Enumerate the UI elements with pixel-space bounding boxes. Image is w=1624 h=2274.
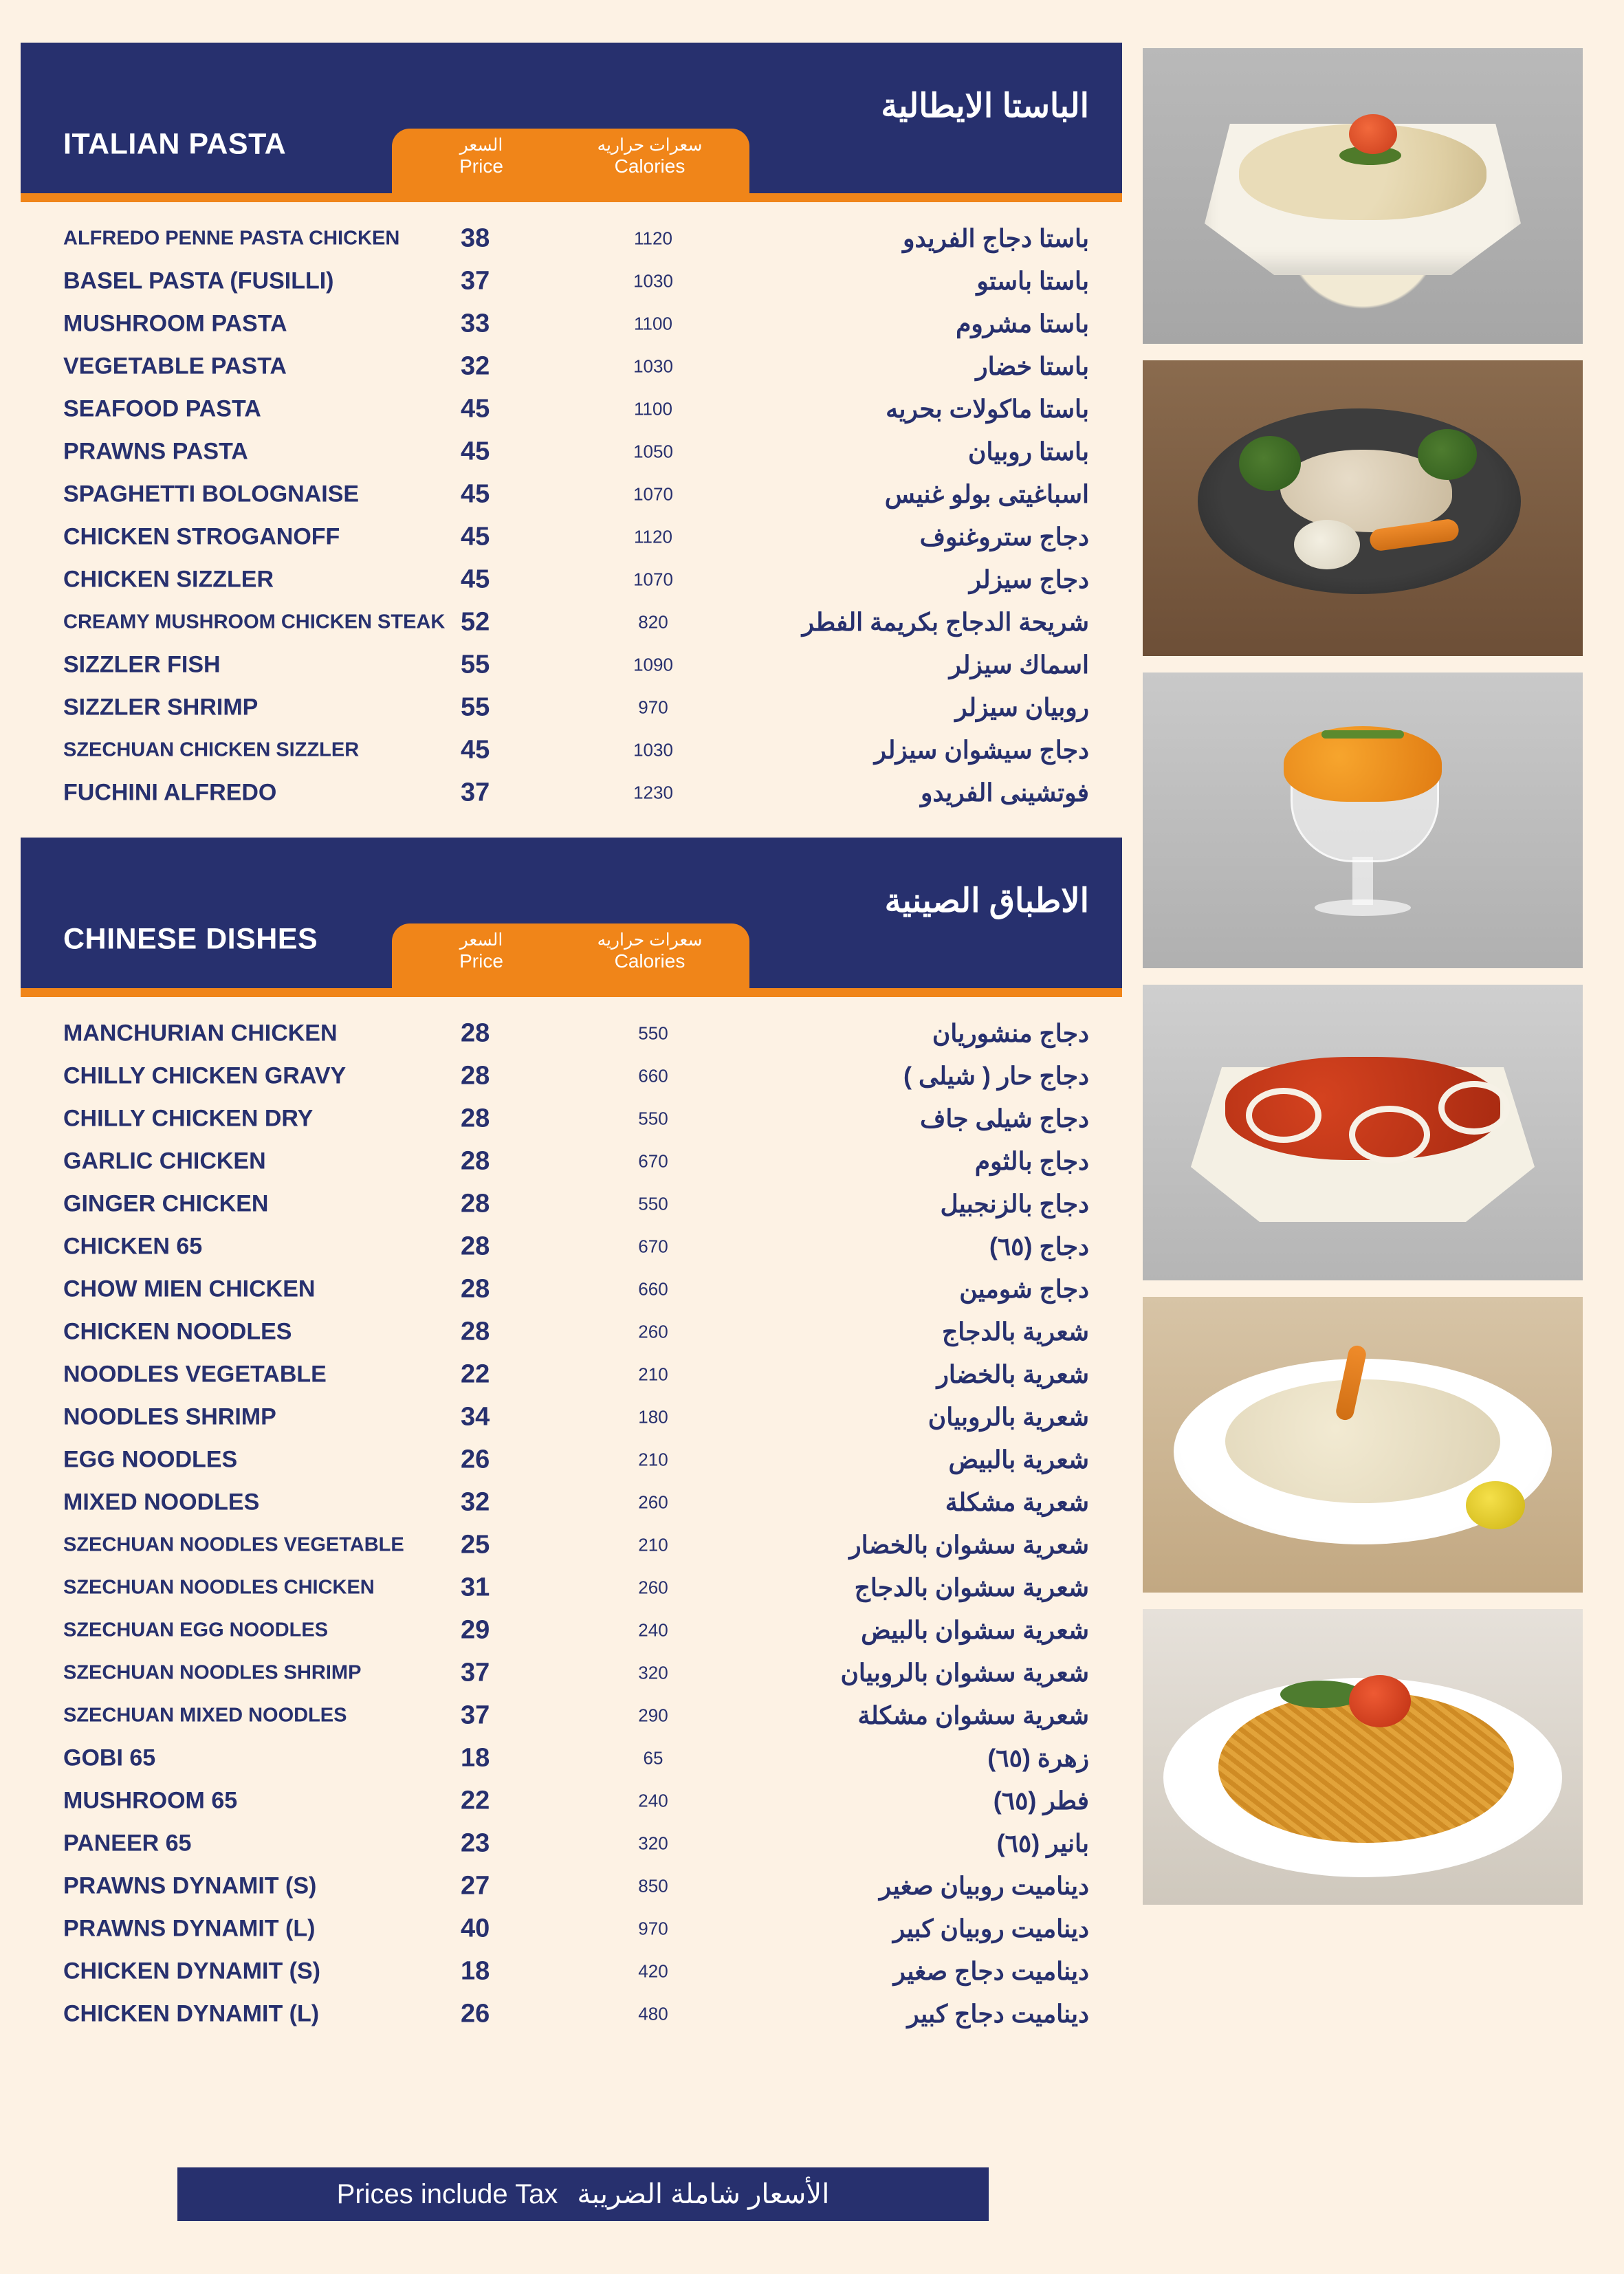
menu-item-row xyxy=(21,1566,1122,1609)
fried-rice-plate-photo xyxy=(1143,1297,1583,1593)
menu-item-row xyxy=(21,1737,1122,1780)
item-calories: 1120 xyxy=(634,526,672,547)
item-name-english: GOBI 65 xyxy=(63,1745,156,1771)
section-italian-pasta xyxy=(21,43,1122,814)
creamy-alfredo-pasta-photo xyxy=(1143,48,1583,344)
item-name-english: SZECHUAN NOODLES SHRIMP xyxy=(63,1661,362,1684)
item-name-english: NOODLES VEGETABLE xyxy=(63,1361,327,1388)
item-name-english: CHICKEN SIZZLER xyxy=(63,566,274,593)
item-name-english: CHICKEN DYNAMIT (L) xyxy=(63,2000,320,2027)
item-calories: 180 xyxy=(638,1406,668,1428)
menu-item-row xyxy=(21,601,1122,644)
item-name-arabic: دجاج ستروغنوف xyxy=(919,523,1089,551)
tomato-rose-shape xyxy=(1349,1675,1411,1727)
calories-header-english: Calories xyxy=(614,950,685,972)
cauliflower-shape xyxy=(1294,520,1360,569)
item-name-arabic: دجاج (٦٥) xyxy=(989,1232,1089,1260)
column-header-tab xyxy=(392,129,749,193)
menu-column xyxy=(21,43,1122,2059)
item-calories: 1090 xyxy=(633,654,673,675)
item-name-arabic: فوتشينى الفريدو xyxy=(920,778,1089,807)
item-price: 31 xyxy=(461,1573,490,1602)
item-price: 55 xyxy=(461,650,490,679)
item-price: 45 xyxy=(461,394,490,424)
item-price: 28 xyxy=(461,1189,490,1218)
item-calories: 260 xyxy=(638,1321,668,1342)
item-name-arabic: شعرية سشوان بالدجاج xyxy=(854,1573,1089,1601)
item-name-english: MANCHURIAN CHICKEN xyxy=(63,1020,338,1047)
item-name-english: CHICKEN DYNAMIT (S) xyxy=(63,1958,320,1985)
item-name-arabic: باستا باستو xyxy=(976,267,1089,295)
item-price: 28 xyxy=(461,1061,490,1091)
price-column-header xyxy=(413,930,550,972)
menu-item-row xyxy=(21,644,1122,686)
item-calories: 480 xyxy=(638,2003,668,2024)
item-name-arabic: دجاج سيزلر xyxy=(969,565,1089,593)
item-price: 22 xyxy=(461,1786,490,1815)
section-chinese-dishes xyxy=(21,838,1122,2035)
menu-item-row xyxy=(21,1524,1122,1566)
item-name-arabic: فطر (٦٥) xyxy=(993,1786,1089,1815)
item-name-english: CREAMY MUSHROOM CHICKEN STEAK xyxy=(63,611,446,633)
fried-rice-shape xyxy=(1225,1379,1500,1503)
item-calories: 550 xyxy=(638,1023,668,1044)
item-calories: 1030 xyxy=(633,270,673,292)
menu-item-row xyxy=(21,1439,1122,1481)
item-name-english: GARLIC CHICKEN xyxy=(63,1148,266,1174)
item-name-arabic: باستا روبيان xyxy=(967,437,1089,466)
item-name-arabic: دجاج سيشوان سيزلر xyxy=(874,736,1089,764)
item-name-arabic: ديناميت دجاج كبير xyxy=(907,2000,1089,2028)
item-price: 37 xyxy=(461,778,490,807)
item-name-english: SEAFOOD PASTA xyxy=(63,395,261,422)
item-name-arabic: شعرية بالدجاج xyxy=(941,1318,1089,1346)
menu-item-row xyxy=(21,345,1122,388)
menu-item-row xyxy=(21,1822,1122,1865)
calories-header-english: Calories xyxy=(614,155,685,177)
menu-item-row xyxy=(21,729,1122,772)
item-name-english: NOODLES SHRIMP xyxy=(63,1403,276,1430)
item-name-arabic: دجاج بالثوم xyxy=(974,1147,1089,1175)
item-calories: 320 xyxy=(638,1662,668,1683)
broccoli-shape xyxy=(1239,436,1301,491)
item-name-arabic: دجاج شومين xyxy=(959,1275,1089,1303)
item-calories: 210 xyxy=(638,1449,668,1470)
menu-item-row xyxy=(21,1140,1122,1183)
tax-notice-arabic: الأسعار شاملة الضريبة xyxy=(577,2179,830,2209)
item-calories: 1100 xyxy=(634,313,672,334)
item-name-arabic: ديناميت دجاج صغير xyxy=(893,1957,1089,1985)
menu-item-row xyxy=(21,1780,1122,1822)
item-name-arabic: بانير (٦٥) xyxy=(996,1829,1089,1857)
item-price: 45 xyxy=(461,565,490,594)
tax-notice-bar xyxy=(177,2167,989,2221)
item-name-english: PANEER 65 xyxy=(63,1830,192,1857)
item-calories: 670 xyxy=(638,1236,668,1257)
glass-stem-shape xyxy=(1352,857,1373,905)
item-name-english: CHILLY CHICKEN GRAVY xyxy=(63,1062,347,1089)
item-name-arabic: باستا مشروم xyxy=(956,309,1089,338)
item-price: 45 xyxy=(461,479,490,509)
item-name-arabic: باستا دجاج الفريدو xyxy=(903,224,1089,252)
item-name-english: CHILLY CHICKEN DRY xyxy=(63,1105,314,1132)
item-name-arabic: شعرية سشوان مشكلة xyxy=(857,1701,1089,1729)
item-name-english: CHOW MIEN CHICKEN xyxy=(63,1276,316,1302)
menu-item-list xyxy=(21,997,1122,2035)
item-calories: 240 xyxy=(638,1790,668,1811)
item-name-arabic: دجاج شيلى جاف xyxy=(920,1104,1089,1133)
item-price: 55 xyxy=(461,692,490,722)
column-header-tab xyxy=(392,923,749,988)
menu-item-row xyxy=(21,1993,1122,2035)
menu-item-row xyxy=(21,1481,1122,1524)
item-calories: 1070 xyxy=(633,569,673,590)
item-calories: 260 xyxy=(638,1577,668,1598)
item-name-english: PRAWNS PASTA xyxy=(63,438,248,465)
item-price: 27 xyxy=(461,1871,490,1901)
noodles-shrimp-plate-photo xyxy=(1143,1609,1583,1905)
item-name-english: SIZZLER SHRIMP xyxy=(63,694,259,721)
item-price: 37 xyxy=(461,1658,490,1687)
item-price: 32 xyxy=(461,351,490,381)
section-title-english: ITALIAN PASTA xyxy=(63,127,287,161)
item-name-arabic: شعرية سشوان بالخضار xyxy=(849,1531,1089,1559)
menu-item-row xyxy=(21,430,1122,473)
item-price: 18 xyxy=(461,1956,490,1986)
item-price: 37 xyxy=(461,1701,490,1730)
item-name-english: MIXED NOODLES xyxy=(63,1489,260,1516)
item-price: 29 xyxy=(461,1615,490,1645)
item-calories: 670 xyxy=(638,1150,668,1172)
item-name-arabic: ديناميت روبيان كبير xyxy=(892,1914,1089,1943)
photo-column xyxy=(1143,48,1583,1921)
price-column-header xyxy=(413,135,550,177)
price-header-english: Price xyxy=(459,155,503,177)
onion-ring-shape xyxy=(1349,1106,1430,1163)
item-name-arabic: باستا ماكولات بحريه xyxy=(886,395,1089,423)
item-name-english: SPAGHETTI BOLOGNAISE xyxy=(63,481,360,507)
menu-item-row xyxy=(21,303,1122,345)
item-price: 34 xyxy=(461,1402,490,1432)
item-calories: 970 xyxy=(638,1918,668,1939)
item-name-english: SZECHUAN NOODLES CHICKEN xyxy=(63,1576,375,1599)
item-calories: 550 xyxy=(638,1108,668,1129)
sizzler-steak-vegetables-photo xyxy=(1143,360,1583,656)
price-header-arabic: السعر xyxy=(459,135,503,155)
menu-item-row xyxy=(21,1694,1122,1737)
item-name-english: SIZZLER FISH xyxy=(63,651,221,678)
item-name-english: VEGETABLE PASTA xyxy=(63,353,287,380)
item-name-english: MUSHROOM 65 xyxy=(63,1787,238,1814)
item-price: 28 xyxy=(461,1018,490,1048)
item-calories: 820 xyxy=(638,611,668,633)
item-calories: 65 xyxy=(643,1747,663,1769)
menu-item-row xyxy=(21,1183,1122,1225)
item-calories: 420 xyxy=(638,1960,668,1982)
dynamite-shrimp-glass-photo xyxy=(1143,673,1583,968)
item-name-arabic: شعرية سشوان بالبيض xyxy=(861,1616,1089,1644)
item-calories: 320 xyxy=(638,1833,668,1854)
item-price: 45 xyxy=(461,522,490,551)
item-name-english: SZECHUAN NOODLES VEGETABLE xyxy=(63,1533,404,1556)
section-title-arabic: الباستا الايطالية xyxy=(881,88,1089,124)
item-calories: 260 xyxy=(638,1491,668,1513)
item-name-arabic: شعرية بالروبيان xyxy=(928,1403,1089,1431)
item-price: 38 xyxy=(461,223,490,253)
onion-ring-shape xyxy=(1246,1088,1321,1143)
menu-item-row xyxy=(21,217,1122,260)
item-calories: 1030 xyxy=(633,739,673,761)
item-price: 33 xyxy=(461,309,490,338)
item-name-english: MUSHROOM PASTA xyxy=(63,310,287,337)
item-price: 45 xyxy=(461,437,490,466)
item-calories: 210 xyxy=(638,1364,668,1385)
item-price: 23 xyxy=(461,1828,490,1858)
price-header-arabic: السعر xyxy=(459,930,503,950)
item-price: 52 xyxy=(461,607,490,637)
menu-item-row xyxy=(21,1311,1122,1353)
item-price: 26 xyxy=(461,1445,490,1474)
item-calories: 1230 xyxy=(633,782,673,803)
item-calories: 660 xyxy=(638,1278,668,1300)
item-price: 26 xyxy=(461,1999,490,2029)
calories-header-arabic: سعرات حراريه xyxy=(597,930,703,950)
header-orange-rule xyxy=(21,193,1122,202)
menu-item-row xyxy=(21,1012,1122,1055)
section-header xyxy=(21,838,1122,997)
menu-item-row xyxy=(21,1609,1122,1652)
item-price: 28 xyxy=(461,1317,490,1346)
item-name-arabic: دجاج منشوريان xyxy=(932,1019,1089,1047)
item-price: 28 xyxy=(461,1104,490,1133)
item-calories: 240 xyxy=(638,1619,668,1641)
item-name-english: SZECHUAN EGG NOODLES xyxy=(63,1619,329,1641)
item-name-arabic: دجاج حار ( شيلى ) xyxy=(903,1062,1089,1090)
calories-column-header xyxy=(564,930,736,972)
menu-item-row xyxy=(21,1097,1122,1140)
menu-item-list xyxy=(21,202,1122,814)
item-calories: 290 xyxy=(638,1705,668,1726)
item-price: 45 xyxy=(461,735,490,765)
menu-item-row xyxy=(21,1353,1122,1396)
item-name-english: GINGER CHICKEN xyxy=(63,1190,269,1217)
menu-item-row xyxy=(21,686,1122,729)
item-price: 22 xyxy=(461,1359,490,1389)
menu-item-row xyxy=(21,1055,1122,1097)
item-name-english: BASEL PASTA (FUSILLI) xyxy=(63,267,334,294)
item-name-english: SZECHUAN MIXED NOODLES xyxy=(63,1704,347,1727)
item-name-arabic: شعرية بالبيض xyxy=(948,1445,1089,1474)
item-price: 18 xyxy=(461,1743,490,1773)
menu-item-row xyxy=(21,388,1122,430)
lemon-wedge-shape xyxy=(1466,1481,1525,1529)
section-header xyxy=(21,43,1122,202)
item-name-arabic: روبيان سيزلر xyxy=(955,693,1089,721)
item-name-english: CHICKEN STROGANOFF xyxy=(63,523,340,550)
section-title-arabic: الاطباق الصينية xyxy=(884,883,1089,919)
item-price: 40 xyxy=(461,1914,490,1943)
item-calories: 1050 xyxy=(633,441,673,462)
tax-notice-english: Prices include Tax xyxy=(336,2178,558,2209)
item-price: 28 xyxy=(461,1232,490,1261)
item-name-arabic: شريحة الدجاج بكريمة الفطر xyxy=(802,608,1089,636)
item-name-arabic: اسباغيتى بولو غنيس xyxy=(884,480,1089,508)
item-name-arabic: ديناميت روبيان صغير xyxy=(879,1872,1089,1900)
item-calories: 210 xyxy=(638,1534,668,1555)
item-price: 28 xyxy=(461,1274,490,1304)
item-name-arabic: شعرية سشوان بالروبيان xyxy=(840,1659,1089,1687)
header-orange-rule xyxy=(21,988,1122,997)
menu-item-row xyxy=(21,558,1122,601)
item-name-english: EGG NOODLES xyxy=(63,1446,238,1473)
price-header-english: Price xyxy=(459,950,503,972)
item-calories: 1120 xyxy=(634,228,672,249)
item-calories: 1030 xyxy=(633,356,673,377)
calories-header-arabic: سعرات حراريه xyxy=(597,135,703,155)
item-calories: 660 xyxy=(638,1065,668,1086)
item-name-english: ALFREDO PENNE PASTA CHICKEN xyxy=(63,227,400,250)
item-name-english: CHICKEN 65 xyxy=(63,1233,203,1260)
item-price: 32 xyxy=(461,1487,490,1517)
item-calories: 550 xyxy=(638,1193,668,1214)
menu-item-row xyxy=(21,1907,1122,1950)
menu-item-row xyxy=(21,1652,1122,1694)
onion-ring-shape xyxy=(1438,1081,1510,1135)
item-calories: 850 xyxy=(638,1875,668,1896)
item-name-english: CHICKEN NOODLES xyxy=(63,1318,292,1345)
chilli-chicken-bowl-photo xyxy=(1143,985,1583,1280)
item-name-english: FUCHINI ALFREDO xyxy=(63,779,277,806)
menu-item-row xyxy=(21,1268,1122,1311)
item-name-arabic: باستا خضار xyxy=(976,352,1089,380)
menu-item-row xyxy=(21,1225,1122,1268)
broccoli-shape xyxy=(1418,429,1477,480)
menu-item-row xyxy=(21,516,1122,558)
menu-item-row xyxy=(21,1950,1122,1993)
item-name-english: PRAWNS DYNAMIT (S) xyxy=(63,1872,317,1899)
item-price: 28 xyxy=(461,1146,490,1176)
item-name-arabic: زهرة (٦٥) xyxy=(987,1744,1089,1772)
item-price: 37 xyxy=(461,266,490,296)
menu-item-row xyxy=(21,260,1122,303)
section-title-english: CHINESE DISHES xyxy=(63,922,318,956)
item-name-english: SZECHUAN CHICKEN SIZZLER xyxy=(63,739,360,761)
menu-item-row xyxy=(21,772,1122,814)
menu-item-row xyxy=(21,1396,1122,1439)
item-name-arabic: دجاج بالزنجبيل xyxy=(940,1190,1089,1218)
item-calories: 970 xyxy=(638,697,668,718)
menu-item-row xyxy=(21,1865,1122,1907)
item-name-arabic: اسماك سيزلر xyxy=(949,651,1089,679)
tomato-garnish-shape xyxy=(1349,114,1397,154)
item-name-arabic: شعرية بالخضار xyxy=(936,1360,1089,1388)
item-name-arabic: شعرية مشكلة xyxy=(945,1488,1089,1516)
item-price: 25 xyxy=(461,1530,490,1560)
item-calories: 1100 xyxy=(634,398,672,419)
menu-item-row xyxy=(21,473,1122,516)
calories-column-header xyxy=(564,135,736,177)
item-calories: 1070 xyxy=(633,483,673,505)
chive-garnish-shape xyxy=(1321,730,1404,739)
item-name-english: PRAWNS DYNAMIT (L) xyxy=(63,1915,316,1942)
